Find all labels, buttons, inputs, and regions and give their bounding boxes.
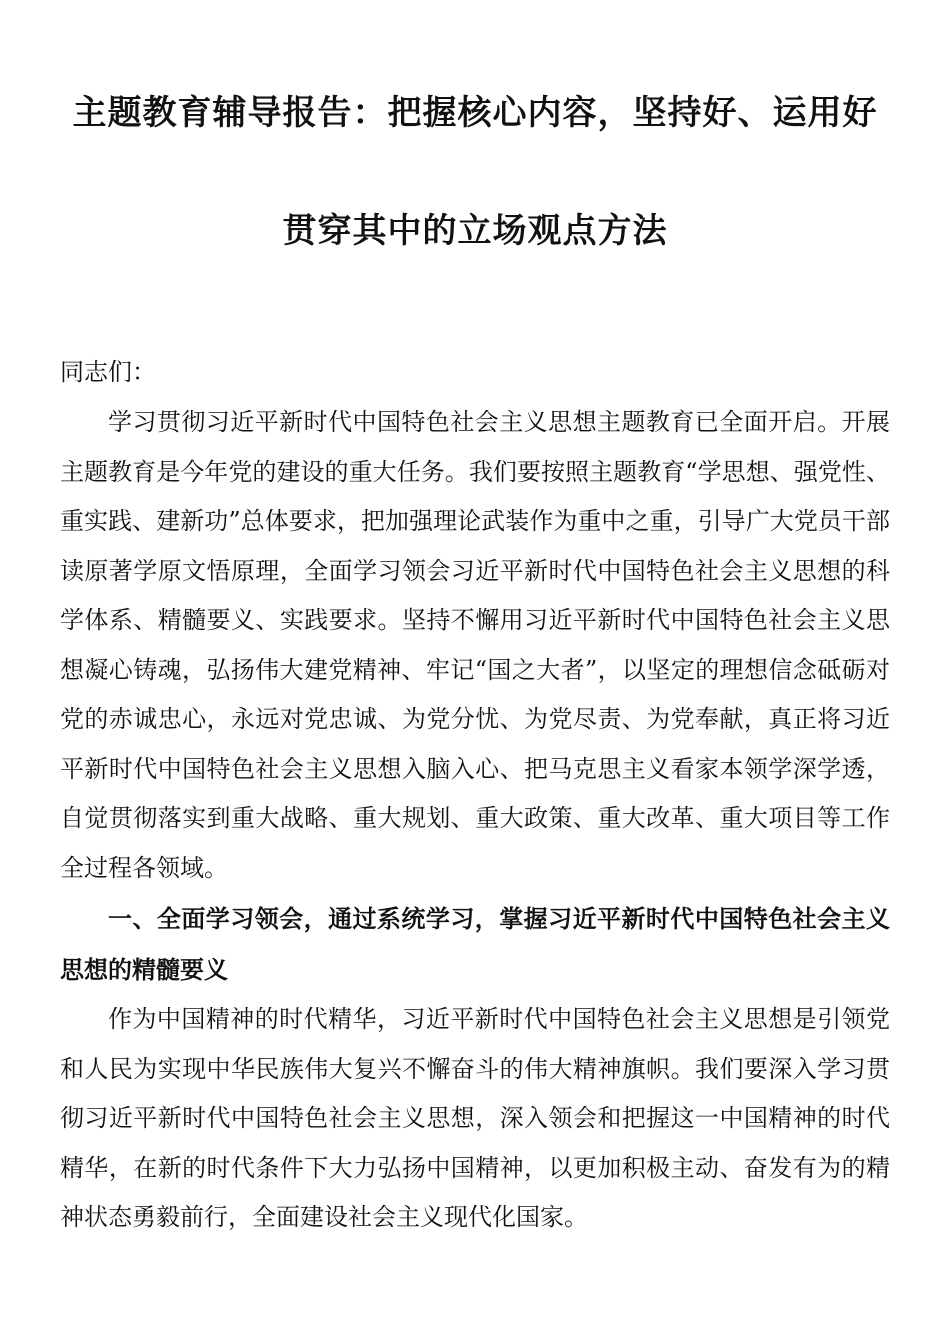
document-title-line-2: 贯穿其中的立场观点方法 — [282, 211, 668, 251]
section-heading-1: 一、全面学习领会，通过系统学习，掌握习近平新时代中国特色社会主义思想的精髓要义 — [60, 905, 890, 984]
salutation: 同志们： — [60, 358, 156, 386]
document-title-line-1: 主题教育辅导报告：把握核心内容，坚持好、运用好 — [72, 93, 878, 133]
body-paragraph-2: 作为中国精神的时代精华，习近平新时代中国特色社会主义思想是引领党和人民为实现中华民族伟大复兴不懈奋斗的伟大精神旗帜。我们要深入学习贯彻习近平新时代中国特色社会主义思想，深入领会和把握这一中国精神的时代精华，在新的时代条件下大力弘扬中国精神，以更加积极主动、奋发有为的精神状态勇毅前行，全面建设社会主义现代化国家。 — [60, 1005, 890, 1231]
body-paragraph-1: 学习贯彻习近平新时代中国特色社会主义思想主题教育已全面开启。开展主题教育是今年党的建设的重大任务。我们要按照主题教育“学思想、强党性、重实践、建新功”总体要求，把加强理论武装作为重中之重，引导广大党员干部读原著学原文悟原理，全面学习领会习近平新时代中国特色社会主义思想的科学体系、精髓要义、实践要求。坚持不懈用习近平新时代中国特色社会主义思想凝心铸魂，弘扬伟大建党精神、牢记“国之大者”，以坚定的理想信念砥砺对党的赤诚忠心，永远对党忠诚、为党分忧、为党尽责、为党奉献，真正将习近平新时代中国特色社会主义思想入脑入心、把马克思主义看家本领学深学透，自觉贯彻落实到重大战略、重大规划、重大政策、重大改革、重大项目等工作全过程各领域。 — [60, 408, 890, 882]
